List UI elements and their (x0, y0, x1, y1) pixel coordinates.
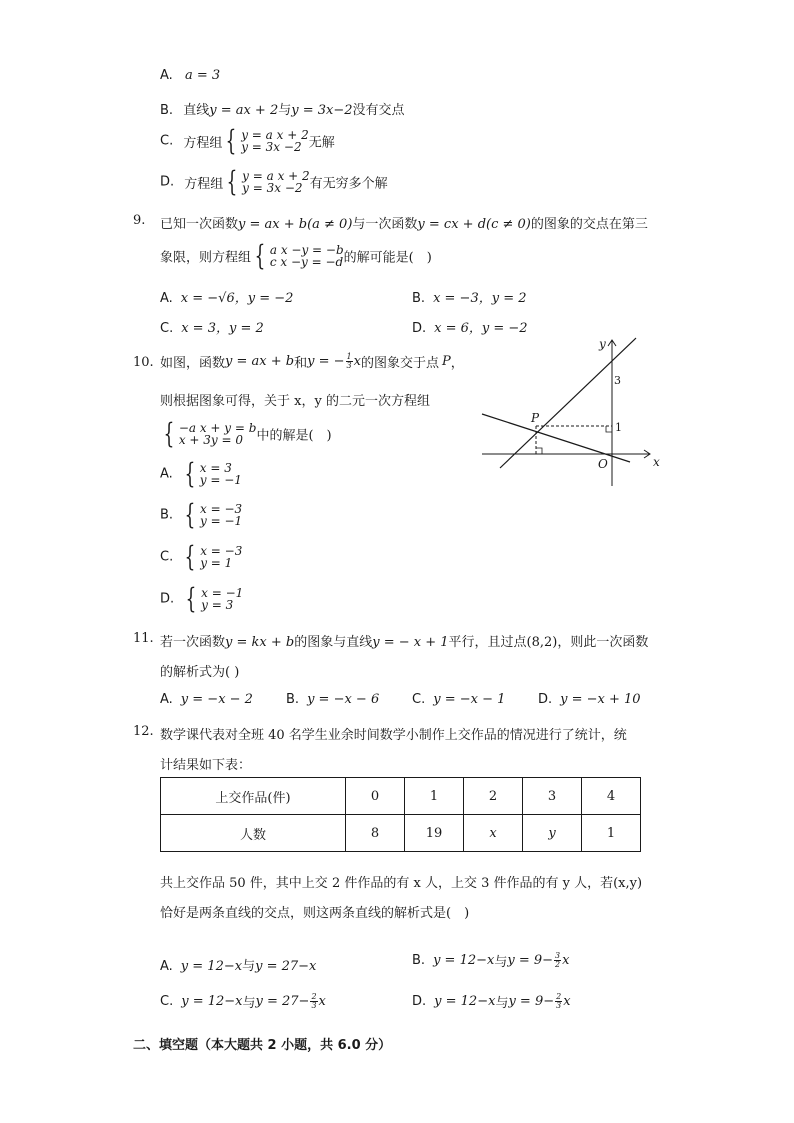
stem-text: 的解可能是( ) (343, 250, 432, 266)
table-cell: 1 (582, 815, 641, 852)
point-p-label: P (531, 411, 540, 425)
q9-number: 9. (133, 213, 146, 228)
option-text: y = −x + 10 (560, 692, 641, 707)
q11-option-b (286, 692, 379, 707)
option-text: x = 3，y = 2 (181, 321, 264, 336)
q11-option-a (160, 692, 253, 707)
numerator: 2 (556, 992, 562, 1001)
q11-number: 11. (133, 631, 154, 646)
equation: x (563, 994, 571, 1009)
option-text: x = −√6，y = −2 (180, 291, 294, 306)
equation: y = 12−x (434, 994, 496, 1009)
q9-stem-line2 (160, 239, 432, 272)
option-text: x = 6，y = −2 (434, 321, 528, 336)
stem-text: 平行，且过点(8,2)，则此一次函数 (448, 635, 649, 650)
q12-stem-line3: 共上交作品 50 件，其中上交 2 件作品的有 x 人，上交 3 件作品的有 y 人，若(x,y) (160, 876, 643, 891)
option-letter: B. (412, 953, 426, 968)
system-row: y = a x + 2 (241, 128, 309, 142)
equation: y = kx + b (225, 635, 295, 650)
equation: y = 9− (508, 994, 555, 1009)
point-label: P (441, 354, 451, 369)
q10-graph (478, 336, 668, 486)
equation: y = 12−x (181, 994, 243, 1009)
q10-option-c (160, 540, 243, 573)
table-cell: 3 (523, 778, 582, 815)
equation: y = 27−x (255, 959, 317, 974)
option-letter: A. (160, 466, 173, 482)
option-letter: D. (412, 994, 427, 1009)
system-row: y = a x + 2 (242, 169, 310, 183)
option-post: 无解 (308, 135, 335, 151)
system-row: −a x + y = b (178, 421, 257, 435)
equation: y = ax + b (225, 354, 295, 369)
fraction (310, 993, 317, 1010)
right-angle-mark (606, 426, 612, 432)
option-letter: A. (160, 291, 173, 306)
equation: x (318, 994, 326, 1009)
option-text: y = −x − 1 (433, 692, 506, 707)
fraction (554, 952, 561, 969)
denominator: 3 (346, 361, 352, 370)
option-text: y = −x − 6 (307, 692, 380, 707)
option-text: x = −3，y = 2 (433, 291, 527, 306)
option-letter: D. (412, 321, 427, 336)
q8-option-c (160, 124, 335, 157)
denominator: 3 (556, 1001, 562, 1010)
q12-option-a (160, 955, 316, 974)
option-letter: D. (160, 591, 175, 607)
option-letter: C. (160, 994, 174, 1009)
numerator: 3 (555, 951, 561, 960)
option-letter: C. (160, 133, 174, 149)
equation-system: { x = 3 y = −1 (184, 457, 242, 490)
system-row: y = 3x −2 (242, 181, 303, 195)
q12-stem-line4: 恰好是两条直线的交点，则这两条直线的解析式是( ) (160, 906, 470, 921)
option-text: y = −x − 2 (180, 692, 253, 707)
stem-text: 若一次函数 (160, 635, 226, 650)
stem-text: 中的解是( ) (256, 428, 332, 444)
q8-option-a (160, 68, 220, 83)
system-row: y = −1 (199, 473, 242, 487)
table-row (161, 778, 641, 815)
q12-option-b (412, 951, 569, 970)
option-letter: B. (160, 507, 174, 523)
equation-system: { y = a x + 2 y = 3x −2 (226, 165, 310, 198)
line-neg-third-x (482, 414, 630, 462)
stem-text: 如图，函数 (160, 356, 226, 371)
table-cell: x (464, 815, 523, 852)
equation: y = ax + b(a ≠ 0) (238, 217, 353, 232)
option-letter: A. (160, 692, 173, 707)
table-cell: y (523, 815, 582, 852)
q9-option-a (160, 287, 293, 306)
option-pre: 方程组 (184, 176, 224, 192)
system-row: x = −1 (201, 586, 244, 600)
q8-option-b (160, 99, 405, 118)
table-cell: 2 (464, 778, 523, 815)
table-row (161, 815, 641, 852)
system-row: c x −y = −d (269, 255, 344, 269)
q9-option-c (160, 317, 264, 336)
denominator: 3 (311, 1001, 317, 1010)
q9-option-b (412, 287, 527, 306)
q10-option-b (160, 498, 243, 531)
line-ax-plus-b (500, 338, 636, 468)
q12-option-d (412, 992, 571, 1011)
q12-stem-line2: 计结果如下表： (160, 758, 252, 773)
equation-system: { x = −3 y = 1 (184, 540, 243, 573)
option-mid: 与 (278, 103, 292, 118)
system-row: y = −1 (200, 514, 243, 528)
option-text: a = 3 (184, 68, 221, 83)
option-mid: 与 (242, 959, 256, 974)
system-row: x + 3y = 0 (178, 433, 244, 447)
equation: y = 3x−2 (291, 103, 353, 118)
option-mid: 与 (495, 996, 509, 1011)
option-letter: B. (286, 692, 300, 707)
numerator: 1 (346, 352, 352, 361)
option-letter: A. (160, 959, 173, 974)
stem-text: 象限，则方程组 (160, 250, 252, 266)
option-letter: C. (160, 321, 174, 336)
q10-stem-line2: 则根据图象可得，关于 x，y 的二元一次方程组 (160, 394, 430, 409)
equation: y = 12−x (180, 959, 243, 974)
stem-text: 与一次函数 (352, 217, 418, 232)
q10-stem-line3 (160, 417, 332, 450)
equation: y = cx + d(c ≠ 0) (417, 217, 531, 232)
option-mid: 与 (494, 955, 508, 970)
q10-stem-line1 (160, 352, 464, 371)
equation-system: { x = −1 y = 3 (185, 582, 244, 615)
q10-number: 10. (133, 355, 154, 370)
system-row: x = −3 (200, 502, 243, 516)
option-letter: A. (160, 68, 173, 83)
option-pre: 方程组 (183, 135, 223, 151)
fraction (346, 353, 353, 370)
q10-option-a (160, 457, 242, 490)
option-post: 有无穷多个解 (309, 176, 388, 192)
equation: x (562, 953, 570, 968)
equation: x (353, 354, 361, 369)
tick-3-label: 3 (614, 374, 621, 387)
q11-option-d (538, 692, 641, 707)
denominator: 2 (555, 960, 561, 969)
q8-option-d (160, 165, 388, 198)
equation-system: { −a x + y = b x + 3y = 0 (163, 417, 257, 450)
y-axis-label: y (599, 337, 606, 351)
stem-text: 和 (294, 356, 308, 371)
option-letter: B. (160, 103, 174, 118)
equation: y = 27− (255, 994, 310, 1009)
fraction (555, 993, 562, 1010)
stem-text: 已知一次函数 (160, 217, 239, 232)
table-cell: 4 (582, 778, 641, 815)
system-row: x = −3 (200, 544, 243, 558)
x-axis-label: x (653, 455, 660, 469)
tick-1-label: 1 (615, 421, 622, 434)
option-post: 没有交点 (352, 103, 405, 118)
q12-number: 12. (133, 724, 154, 739)
right-angle-mark (536, 448, 542, 454)
system-row: y = 3 (201, 598, 234, 612)
stem-text: ， (450, 356, 464, 371)
table-cell: 8 (346, 815, 405, 852)
q11-stem-line1 (160, 631, 648, 650)
q11-option-c (412, 692, 505, 707)
origin-label: O (598, 457, 608, 471)
system-row: a x −y = −b (269, 243, 344, 257)
equation: y = − x + 1 (372, 635, 449, 650)
numerator: 2 (311, 992, 317, 1001)
system-row: y = 3x −2 (241, 140, 302, 154)
equation: y = ax + 2 (209, 103, 279, 118)
stem-text: 的图象的交点在第三 (530, 217, 648, 232)
stem-text: 的图象与直线 (294, 635, 373, 650)
option-letter: C. (412, 692, 426, 707)
equation: y = 9− (507, 953, 554, 968)
option-pre: 直线 (183, 103, 210, 118)
q9-option-d (412, 317, 528, 336)
q12-table (160, 777, 641, 852)
equation-system: { x = −3 y = −1 (184, 498, 243, 531)
table-cell: 人数 (161, 815, 346, 852)
stem-text: 的图象交于点 (360, 356, 439, 371)
q12-option-c (160, 992, 326, 1011)
table-cell: 0 (346, 778, 405, 815)
q9-stem-line1 (160, 213, 648, 232)
section-heading: 二、填空题（本大题共 2 小题，共 6.0 分） (133, 1038, 392, 1053)
option-letter: C. (160, 549, 174, 565)
equation-system: { a x −y = −b c x −y = −d (254, 239, 344, 272)
table-cell: 上交作品(件) (161, 778, 346, 815)
q12-stem-line1: 数学课代表对全班 40 名学生业余时间数学小制作上交作品的情况进行了统计，统 (160, 728, 627, 743)
option-mid: 与 (242, 996, 256, 1011)
q11-stem-line2: 的解析式为( ) (160, 665, 240, 680)
system-row: y = 1 (200, 556, 233, 570)
table-cell: 19 (405, 815, 464, 852)
q10-option-d (160, 582, 244, 615)
equation: y = 12−x (433, 953, 495, 968)
table-cell: 1 (405, 778, 464, 815)
equation-system: { y = a x + 2 y = 3x −2 (225, 124, 309, 157)
option-letter: D. (160, 174, 175, 190)
system-row: x = 3 (199, 461, 232, 475)
equation: y = − (307, 354, 345, 369)
option-letter: D. (538, 692, 553, 707)
option-letter: B. (412, 291, 426, 306)
